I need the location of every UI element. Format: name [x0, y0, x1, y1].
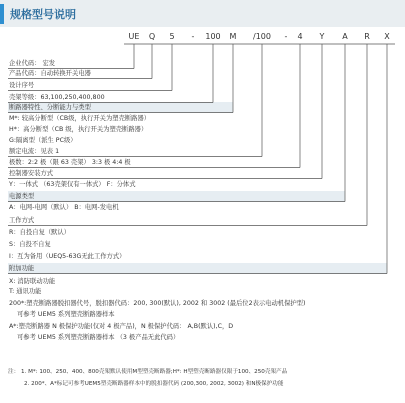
model-code-part: - [284, 32, 288, 41]
model-code-part: M [229, 32, 237, 41]
spec-row-label: 额定电流：见表 1 [9, 148, 60, 155]
spec-row-label: A*:塑壳断路器 N 极保护功能(仅对 4 极产品)，N 极保护代码： A,B(默认),C，D [9, 323, 234, 330]
model-code-part: A [342, 32, 348, 41]
spec-row-label: 企业代码： 宏发 [9, 60, 56, 67]
spec-row-label: 极数：2:2 极（限 63 壳架） 3:3 极 4:4 极 [9, 159, 131, 166]
spec-row-label: I：互为备用（UEQ5-63G无此工作方式） [9, 253, 126, 260]
model-code-part: /100 [253, 32, 271, 41]
spec-row-label: 可参考 UEM5 系列塑壳断路器样本 （3 极产品无此代码） [17, 334, 180, 341]
spec-row-label: H*：高分断型（CB 级，执行开关为塑壳断路器） [9, 126, 148, 133]
note-1: 注： 1. M*: 100、250、400、800壳架默认使用M型塑壳断路器;H*: H型塑壳断路器仅限于100、250壳架产品 [8, 369, 288, 375]
spec-row-label: R：自投自复（默认） [9, 229, 71, 236]
spec-row-label: M*: 较高分断型（CB级，执行开关为塑壳断路器） [9, 115, 151, 122]
spec-row-label: 200*:塑壳断路器脱扣器代号，脱扣器代码：200, 300(默认), 2002 和 3002 (最后位2表示电动机保护型) [9, 300, 306, 307]
spec-row-label: 可参考 UEM5 系列塑壳断路器样本 [17, 311, 115, 318]
model-code-part: Q [148, 32, 156, 41]
spec-row-label: G:隔离型（派生 PC级） [9, 137, 77, 144]
spec-row-label: 壳架等级：63,100,250,400,800 [9, 94, 105, 101]
spec-row-label: 电源类型 [9, 193, 35, 200]
page-title: 规格型号说明 [10, 8, 76, 21]
model-code-part: R [364, 32, 370, 41]
spec-row-label: Y：一体式 （63壳架仅有一体式） F：分体式 [9, 181, 136, 188]
spec-row-label: 产品代码：自动转换开关电器 [9, 70, 91, 77]
model-code-part: Y [319, 32, 325, 41]
spec-row-label: X: 消防联动功能 [9, 278, 56, 285]
model-code-part: 5 [169, 32, 175, 41]
spec-row-label: 断路器特性、分断能力与类型 [9, 104, 91, 111]
spec-row-label: S：自投不自复 [9, 241, 51, 248]
spec-row-label: 附加功能 [9, 265, 35, 272]
note-2: 2. 200*、A*标记可参考UEM5塑壳断路器样本中的脱扣器代码 (200,300, 2002, 3002) 和N极保护功能 [24, 381, 284, 387]
spec-row-label: T: 通讯功能 [9, 288, 42, 295]
spec-row-label: 设计序号 [9, 82, 35, 89]
model-code-part: X [384, 32, 390, 41]
spec-row-label: 控制器安装方式 [9, 170, 54, 177]
spec-row-label: A：电网-电网（默认） B：电网-发电机 [9, 204, 119, 211]
model-code-part: 100 [205, 32, 221, 41]
model-code-part: 4 [297, 32, 303, 41]
spec-row-label: 工作方式 [9, 217, 35, 224]
model-code-part: UE [128, 32, 140, 41]
model-code-part: - [191, 32, 195, 41]
